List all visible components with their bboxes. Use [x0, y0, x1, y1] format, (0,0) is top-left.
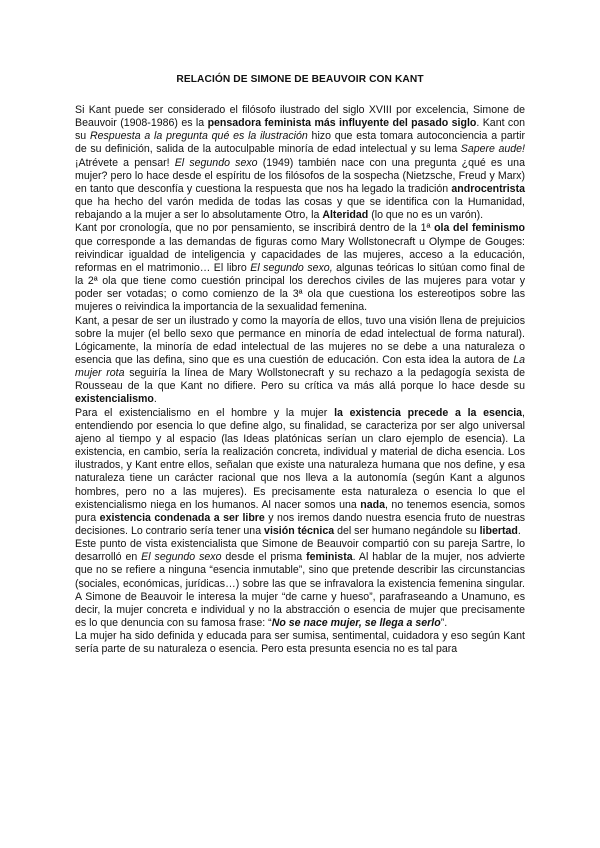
- text-run: Kant por cronología, que no por pensamiento, se inscribirá dentro de la 1ª: [75, 222, 435, 235]
- text-run: existencia condenada a ser libre: [99, 511, 265, 524]
- text-run: algunas teóricas lo sitúan como final de la 2ª ola que tiene como cuestión principal los derechos civiles de las mujeres para votar y poder ser votadas; o como comienzo de la 3ª ola que cuestiona los estereotipos sobre las mujeres o reivindica la importancia de la sexualidad femenina.: [75, 261, 525, 314]
- text-run: y nos iremos dando nuestra esencia fruto de nuestras decisiones. Lo contrario sería tener una: [75, 511, 526, 537]
- text-run: ¡Atrévete a pensar!: [75, 156, 175, 169]
- text-run: que corresponde a las demandas de figuras como Mary Wollstonecraft u Olympe de Gouges: reivindicar igualdad de inteligencia y capacidades de las mujeres, acceso a la educación, reformas en el matrimonio… El libro: [75, 235, 525, 274]
- document-body: [75, 104, 525, 657]
- text-run: libertad: [479, 525, 518, 537]
- text-run: .: [517, 525, 521, 537]
- text-run: El segundo sexo: [141, 551, 222, 564]
- text-run: la existencia precede a la esencia: [334, 406, 523, 419]
- text-run: La mujer rota: [75, 353, 525, 380]
- text-run: que ha hecho del varón medida de todas las cosas y que se identifica con la Humanidad, rebajando a la mujer a ser lo absolutamente Otro, la: [75, 196, 525, 222]
- text-run: Kant, a pesar de ser un ilustrado y como la mayoría de ellos, tuvo una visión llena de prejuicios sobre la mujer (el bello sexo que permance en minoría de edad intelectual de forma natural). Lógicamente, la minoría de edad intelectual de las mujeres no se debe a una naturaleza o esencia que las defina, sino que es una cuestión de educación. Con esta idea la autora de: [75, 314, 525, 366]
- text-run: visión técnica: [264, 525, 335, 537]
- paragraph-4: [75, 407, 525, 539]
- text-run: del ser humano negándole su: [334, 525, 480, 537]
- text-run: Este punto de vista existencialista que Simone de Beauvoir compartió con su pareja Sartre, lo desarrolló en: [75, 538, 525, 564]
- text-run: existencialismo: [75, 393, 154, 406]
- paragraph-3: [75, 315, 525, 407]
- text-run: ”.: [440, 617, 448, 630]
- paragraph-2: [75, 222, 525, 314]
- text-run: ola del feminismo: [434, 222, 525, 235]
- text-run: hizo que esta tomara autoconciencia a partir de su definición, salida de la autoculpable minoría de edad intelectual y su lema: [75, 130, 525, 156]
- text-run: seguiría la línea de Mary Wollstonecraft y su rechazo a la pedagogía sexista de Rousseau de la que Kant no difiere. Pero su crítica va más allá porque lo hace desde su: [75, 367, 525, 393]
- text-run: pensadora feminista más influyente del pasado siglo: [207, 117, 477, 130]
- paragraph-5: [75, 538, 525, 630]
- text-run: nada: [360, 498, 385, 511]
- text-run: feminista: [306, 551, 353, 564]
- text-run: La mujer ha sido definida y educada para ser sumisa, sentimental, cuidadora y eso según Kant sería parte de su naturaleza o esencia. Pero esta presunta esencia no es tal para: [75, 630, 525, 656]
- text-run: androcentrista: [451, 182, 525, 195]
- text-run: No se nace mujer, se llega a serlo: [271, 617, 441, 630]
- text-run: Sapere aude!: [460, 143, 525, 156]
- text-run: (lo que no es un varón).: [368, 209, 484, 222]
- paragraph-6: [75, 630, 525, 656]
- text-run: Alteridad: [322, 209, 369, 222]
- text-run: Para el existencialismo en el hombre y la mujer: [75, 406, 335, 419]
- text-run: , no tenemos esencia, somos pura: [75, 498, 525, 524]
- text-run: .: [153, 393, 157, 406]
- text-run: Respuesta a la pregunta qué es la ilustración: [89, 130, 308, 143]
- text-run: El segundo sexo: [174, 156, 258, 169]
- text-run: . Al hablar de la mujer, nos advierte que no se refiere a ninguna “esencia inmutable”, sino que pretende describir las circunstancias (sociales, económicas, jurídicas…) sobre las que se infravalora la existencia femenina singular. A Simone de Beauvoir le interesa la mujer “de carne y hueso”, parafraseando a Unamuno, es decir, la mujer concreta e individual y no la abstracción o esencia de mujer que precisamente es lo que denuncia con su famosa frase: “: [75, 551, 525, 630]
- document-title: RELACIÓN DE SIMONE DE BEAUVOIR CON KANT: [176, 74, 424, 85]
- text-run: , entendiendo por esencia lo que define algo, su finalidad, se caracteriza por ser algo universal ajeno al tiempo y al espacio (las Ideas platónicas serían un claro ejemplo de esencia). La existencia, en cambio, sería la realización concreta, individual y material de dicha esencia. Los ilustrados, y Kant entre ellos, señalan que existe una naturaleza humana que nos define, y esa naturaleza tiene un carácter racional que nos lleva a la autonomía (según Kant a algunos hombres, pero no a las mujeres). Es precisamente esta naturaleza o esencia lo que el existencialismo niega en los humanos. Al nacer somos una: [75, 406, 525, 511]
- text-run: El segundo sexo,: [250, 261, 333, 274]
- text-run: Si Kant puede ser considerado el filósofo ilustrado del siglo XVIII por excelencia, Simone de Beauvoir (1908-1986) es la: [75, 104, 525, 130]
- text-run: . Kant con su: [75, 117, 526, 143]
- text-run: (1949) también nace con una pregunta ¿qué es una mujer? pero lo hace desde el espíritu de los filósofos de la sospecha (Nietzsche, Freud y Marx) en tanto que desconfía y cuestiona la respuesta que nos ha legado la tradición: [75, 156, 525, 195]
- text-run: desde el prisma: [221, 551, 307, 564]
- paragraph-1: [75, 104, 525, 222]
